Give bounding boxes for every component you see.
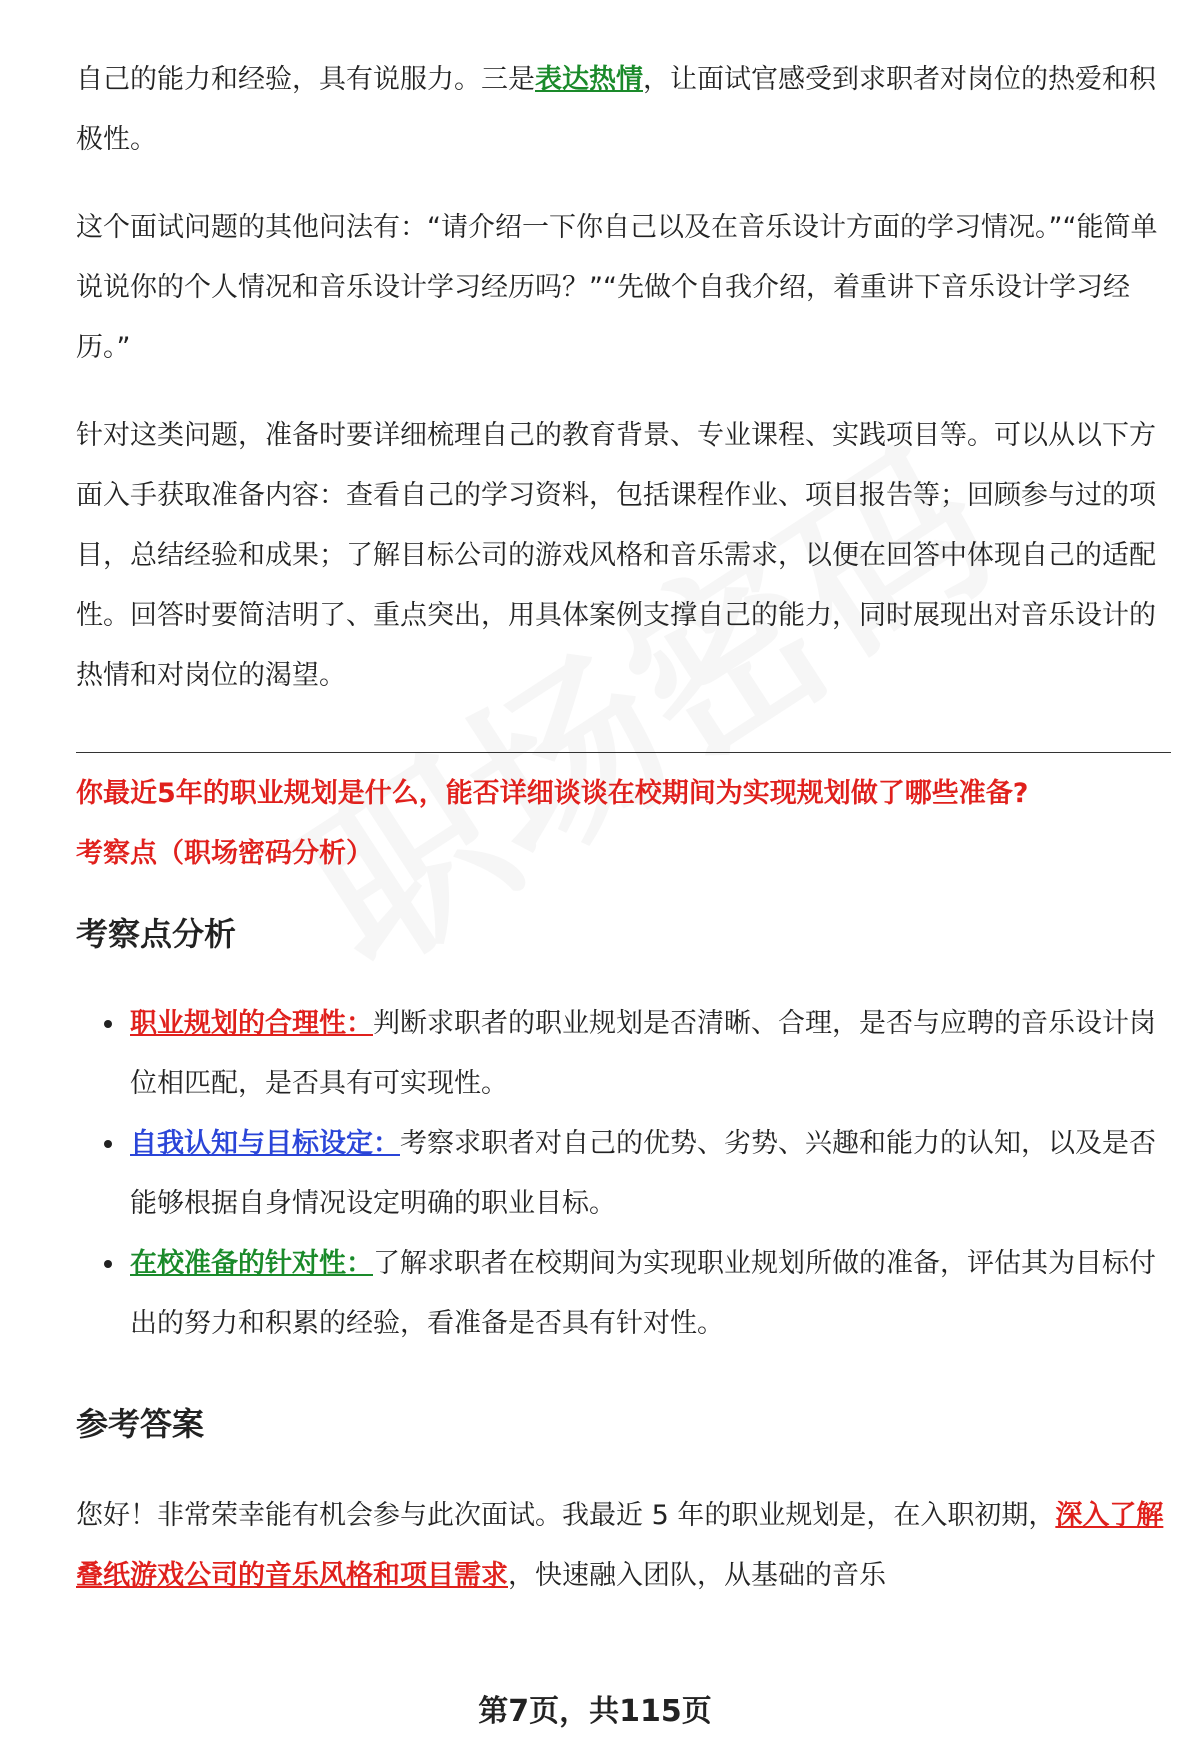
analysis-item-3-text: 了解求职者在校期间为实现职业规划所做的准备，评估其为目标付出的努力和积累的经验，看准备是否具有针对性。 — [130, 1248, 1156, 1339]
answer-text-before: 您好！非常荣幸能有机会参与此次面试。我最近 5 年的职业规划是，在入职初期， — [76, 1500, 1056, 1531]
document-page — [76, 50, 1171, 1606]
intro-paragraph-3: 针对这类问题，准备时要详细梳理自己的教育背景、专业课程、实践项目等。可以从以下方面入手获取准备内容：查看自己的学习资料，包括课程作业、项目报告等；回顾参与过的项目，总结经验和成果；了解目标公司的游戏风格和音乐需求，以便在回答中体现自己的适配性。回答时要简洁明了、重点突出，用具体案例支撑自己的能力，同时展现出对音乐设计的热情和对岗位的渴望。 — [76, 420, 1156, 691]
bullet-dot — [104, 1020, 112, 1028]
intro-p1-text-before: 自己的能力和经验，具有说服力。三是 — [76, 64, 535, 95]
analysis-heading: 考察点分析 — [76, 915, 237, 953]
analysis-item-1-text: 判断求职者的职业规划是否清晰、合理，是否与应聘的音乐设计岗位相匹配，是否具有可实现性。 — [130, 1008, 1156, 1099]
company-research-link[interactable]: 深入了解叠纸游戏公司的音乐风格和项目需求 — [76, 1500, 1164, 1591]
analysis-item-3-label[interactable]: 在校准备的针对性： — [130, 1248, 373, 1279]
bullet-dot — [104, 1140, 112, 1148]
section-divider — [76, 752, 1171, 753]
intro-paragraph-1 — [76, 50, 1171, 170]
intro-p1-text-after: ，让面试官感受到求职者对岗位的热爱和积极性。 — [76, 64, 1156, 155]
question-subtitle: 考察点（职场密码分析） — [76, 838, 373, 869]
answer-text-after: ，快速融入团队，从基础的音乐 — [508, 1560, 886, 1591]
answer-heading: 参考答案 — [76, 1405, 205, 1443]
analysis-item-1-label[interactable]: 职业规划的合理性： — [130, 1008, 373, 1039]
analysis-item-2 — [76, 1114, 1171, 1234]
analysis-item-3 — [76, 1234, 1171, 1354]
analysis-list — [76, 994, 1171, 1354]
analysis-item-2-text: 考察求职者对自己的优势、劣势、兴趣和能力的认知，以及是否能够根据自身情况设定明确的职业目标。 — [130, 1128, 1156, 1219]
intro-paragraph-2: 这个面试问题的其他问法有：“请介绍一下你自己以及在音乐设计方面的学习情况。”“能简单说说你的个人情况和音乐设计学习经历吗？”“先做个自我介绍，着重讲下音乐设计学习经历。” — [76, 212, 1158, 363]
answer-paragraph — [76, 1486, 1171, 1606]
bullet-dot — [104, 1260, 112, 1268]
analysis-item-1 — [76, 994, 1171, 1114]
express-passion-link[interactable]: 表达热情 — [535, 64, 643, 95]
page-number: 第7页，共115页 — [478, 1694, 712, 1729]
question-title: 你最近5年的职业规划是什么，能否详细谈谈在校期间为实现规划做了哪些准备? — [76, 778, 1029, 809]
analysis-item-2-label[interactable]: 自我认知与目标设定： — [130, 1128, 400, 1159]
